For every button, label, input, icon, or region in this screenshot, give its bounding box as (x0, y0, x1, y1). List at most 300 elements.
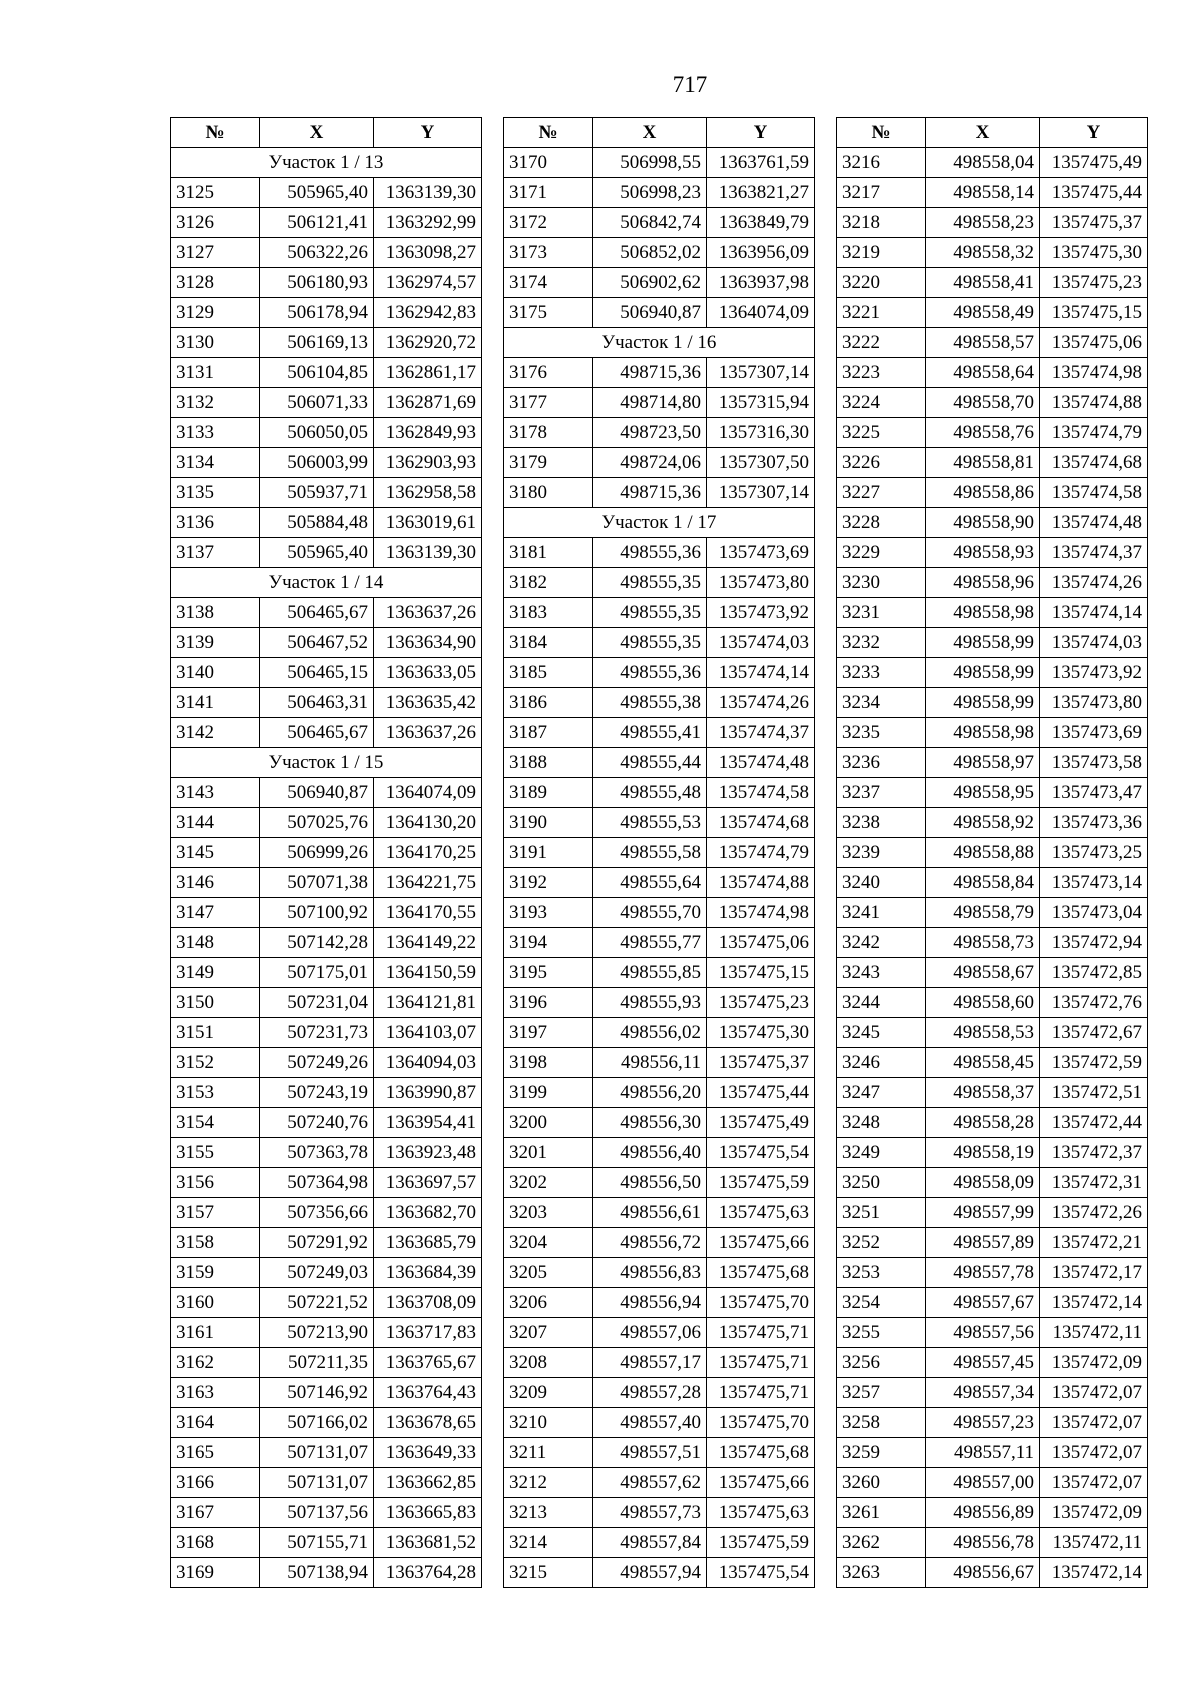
x-coordinate-cell: 507240,76 (260, 1108, 374, 1138)
coordinates-table-3 (836, 117, 1148, 1588)
table-row (837, 1198, 1148, 1228)
table-row (837, 868, 1148, 898)
y-coordinate-cell: 1357474,68 (707, 808, 815, 838)
y-coordinate-cell: 1363662,85 (374, 1468, 482, 1498)
y-coordinate-cell: 1357472,85 (1040, 958, 1148, 988)
y-coordinate-cell: 1363292,99 (374, 208, 482, 238)
point-number-cell: 3145 (171, 838, 260, 868)
table-row (504, 688, 815, 718)
y-coordinate-cell: 1364074,09 (374, 778, 482, 808)
y-coordinate-cell: 1357474,88 (707, 868, 815, 898)
table-row (171, 178, 482, 208)
point-number-cell: 3229 (837, 538, 926, 568)
point-number-cell: 3235 (837, 718, 926, 748)
x-coordinate-cell: 506003,99 (260, 448, 374, 478)
table-header-row (837, 118, 1148, 148)
x-coordinate-cell: 498558,88 (926, 838, 1040, 868)
point-number-cell: 3190 (504, 808, 593, 838)
point-number-cell: 3252 (837, 1228, 926, 1258)
y-coordinate-cell: 1362849,93 (374, 418, 482, 448)
point-number-cell: 3139 (171, 628, 260, 658)
table-row (504, 1168, 815, 1198)
point-number-cell: 3171 (504, 178, 593, 208)
table-row (171, 928, 482, 958)
y-coordinate-cell: 1357475,30 (707, 1018, 815, 1048)
table-row (837, 1048, 1148, 1078)
point-number-cell: 3215 (504, 1558, 593, 1588)
y-coordinate-cell: 1357475,70 (707, 1408, 815, 1438)
table-row (171, 328, 482, 358)
y-coordinate-cell: 1357474,79 (1040, 418, 1148, 448)
table-row (837, 418, 1148, 448)
point-number-cell: 3255 (837, 1318, 926, 1348)
table-row (171, 1048, 482, 1078)
x-coordinate-cell: 498558,09 (926, 1168, 1040, 1198)
y-coordinate-cell: 1357472,17 (1040, 1258, 1148, 1288)
point-number-cell: 3198 (504, 1048, 593, 1078)
table-row (837, 898, 1148, 928)
x-coordinate-cell: 506104,85 (260, 358, 374, 388)
point-number-cell: 3232 (837, 628, 926, 658)
y-coordinate-cell: 1357473,80 (1040, 688, 1148, 718)
page-number: 717 (672, 72, 708, 97)
y-coordinate-cell: 1357475,66 (707, 1468, 815, 1498)
point-number-cell: 3230 (837, 568, 926, 598)
x-coordinate-cell: 506998,55 (593, 148, 707, 178)
y-coordinate-cell: 1362974,57 (374, 268, 482, 298)
x-coordinate-cell: 498714,80 (593, 388, 707, 418)
y-coordinate-cell: 1363761,59 (707, 148, 815, 178)
x-coordinate-cell: 498556,89 (926, 1498, 1040, 1528)
table-row (504, 478, 815, 508)
y-coordinate-cell: 1364130,20 (374, 808, 482, 838)
y-coordinate-cell: 1357472,37 (1040, 1138, 1148, 1168)
table-row (171, 1228, 482, 1258)
y-coordinate-cell: 1357472,59 (1040, 1048, 1148, 1078)
table-row (171, 658, 482, 688)
point-number-cell: 3168 (171, 1528, 260, 1558)
y-coordinate-cell: 1363923,48 (374, 1138, 482, 1168)
x-coordinate-cell: 507291,92 (260, 1228, 374, 1258)
y-coordinate-cell: 1362903,93 (374, 448, 482, 478)
table-row (171, 628, 482, 658)
point-number-cell: 3137 (171, 538, 260, 568)
table-row (504, 238, 815, 268)
x-coordinate-cell: 498558,79 (926, 898, 1040, 928)
x-coordinate-cell: 506050,05 (260, 418, 374, 448)
x-coordinate-cell: 498555,48 (593, 778, 707, 808)
y-coordinate-cell: 1357475,44 (1040, 178, 1148, 208)
y-coordinate-cell: 1364170,55 (374, 898, 482, 928)
table-row (837, 988, 1148, 1018)
y-coordinate-cell: 1357475,71 (707, 1378, 815, 1408)
x-coordinate-cell: 507211,35 (260, 1348, 374, 1378)
point-number-cell: 3132 (171, 388, 260, 418)
x-coordinate-cell: 506121,41 (260, 208, 374, 238)
x-coordinate-cell: 498558,92 (926, 808, 1040, 838)
point-number-cell: 3246 (837, 1048, 926, 1078)
point-number-cell: 3242 (837, 928, 926, 958)
point-number-cell: 3141 (171, 688, 260, 718)
point-number-cell: 3197 (504, 1018, 593, 1048)
point-number-cell: 3157 (171, 1198, 260, 1228)
x-coordinate-cell: 506852,02 (593, 238, 707, 268)
x-coordinate-cell: 506465,15 (260, 658, 374, 688)
table-row (171, 1378, 482, 1408)
table-row (504, 448, 815, 478)
point-number-cell: 3176 (504, 358, 593, 388)
table-row (171, 508, 482, 538)
table-row (837, 1468, 1148, 1498)
table-row (837, 178, 1148, 208)
x-coordinate-cell: 506998,23 (593, 178, 707, 208)
x-coordinate-cell: 507213,90 (260, 1318, 374, 1348)
point-number-cell: 3245 (837, 1018, 926, 1048)
point-number-cell: 3205 (504, 1258, 593, 1288)
point-number-cell: 3131 (171, 358, 260, 388)
table-row (504, 268, 815, 298)
table-row (171, 1438, 482, 1468)
table-row (504, 1288, 815, 1318)
point-number-cell: 3238 (837, 808, 926, 838)
x-coordinate-cell: 498555,35 (593, 628, 707, 658)
x-coordinate-cell: 507249,26 (260, 1048, 374, 1078)
x-coordinate-cell: 506467,52 (260, 628, 374, 658)
x-coordinate-cell: 498555,35 (593, 568, 707, 598)
table-row (171, 268, 482, 298)
y-coordinate-cell: 1363990,87 (374, 1078, 482, 1108)
point-number-cell: 3186 (504, 688, 593, 718)
point-number-cell: 3140 (171, 658, 260, 688)
x-coordinate-cell: 507363,78 (260, 1138, 374, 1168)
x-coordinate-cell: 498558,37 (926, 1078, 1040, 1108)
y-coordinate-cell: 1357473,47 (1040, 778, 1148, 808)
y-coordinate-cell: 1357475,06 (1040, 328, 1148, 358)
point-number-cell: 3165 (171, 1438, 260, 1468)
table-row (837, 478, 1148, 508)
table-row (504, 958, 815, 988)
column-header-number: № (504, 118, 593, 148)
y-coordinate-cell: 1363937,98 (707, 268, 815, 298)
table-row (837, 1288, 1148, 1318)
x-coordinate-cell: 505937,71 (260, 478, 374, 508)
point-number-cell: 3259 (837, 1438, 926, 1468)
y-coordinate-cell: 1357307,14 (707, 478, 815, 508)
column-header-number: № (837, 118, 926, 148)
x-coordinate-cell: 498558,99 (926, 628, 1040, 658)
x-coordinate-cell: 498557,94 (593, 1558, 707, 1588)
point-number-cell: 3239 (837, 838, 926, 868)
x-coordinate-cell: 507100,92 (260, 898, 374, 928)
table-row (171, 1138, 482, 1168)
section-row (171, 748, 482, 778)
y-coordinate-cell: 1363685,79 (374, 1228, 482, 1258)
y-coordinate-cell: 1357472,26 (1040, 1198, 1148, 1228)
point-number-cell: 3130 (171, 328, 260, 358)
table-row (837, 1408, 1148, 1438)
x-coordinate-cell: 507155,71 (260, 1528, 374, 1558)
x-coordinate-cell: 507131,07 (260, 1438, 374, 1468)
table-row (837, 238, 1148, 268)
x-coordinate-cell: 498558,93 (926, 538, 1040, 568)
point-number-cell: 3185 (504, 658, 593, 688)
x-coordinate-cell: 498555,35 (593, 598, 707, 628)
point-number-cell: 3134 (171, 448, 260, 478)
x-coordinate-cell: 507364,98 (260, 1168, 374, 1198)
y-coordinate-cell: 1357307,50 (707, 448, 815, 478)
y-coordinate-cell: 1357474,98 (707, 898, 815, 928)
point-number-cell: 3156 (171, 1168, 260, 1198)
table-row (504, 358, 815, 388)
table-row (837, 268, 1148, 298)
column-header-x: X (260, 118, 374, 148)
point-number-cell: 3195 (504, 958, 593, 988)
x-coordinate-cell: 498555,70 (593, 898, 707, 928)
x-coordinate-cell: 498557,11 (926, 1438, 1040, 1468)
table-row (171, 688, 482, 718)
point-number-cell: 3187 (504, 718, 593, 748)
x-coordinate-cell: 498715,36 (593, 478, 707, 508)
x-coordinate-cell: 498558,60 (926, 988, 1040, 1018)
table-row (504, 718, 815, 748)
point-number-cell: 3257 (837, 1378, 926, 1408)
table-row (504, 778, 815, 808)
y-coordinate-cell: 1357475,30 (1040, 238, 1148, 268)
x-coordinate-cell: 498557,00 (926, 1468, 1040, 1498)
x-coordinate-cell: 498558,32 (926, 238, 1040, 268)
point-number-cell: 3160 (171, 1288, 260, 1318)
section-title: Участок 1 / 14 (171, 568, 482, 598)
y-coordinate-cell: 1363678,65 (374, 1408, 482, 1438)
point-number-cell: 3166 (171, 1468, 260, 1498)
y-coordinate-cell: 1363765,67 (374, 1348, 482, 1378)
point-number-cell: 3213 (504, 1498, 593, 1528)
point-number-cell: 3203 (504, 1198, 593, 1228)
point-number-cell: 3207 (504, 1318, 593, 1348)
point-number-cell: 3214 (504, 1528, 593, 1558)
y-coordinate-cell: 1357475,59 (707, 1168, 815, 1198)
x-coordinate-cell: 498557,89 (926, 1228, 1040, 1258)
table-row (837, 1258, 1148, 1288)
y-coordinate-cell: 1357473,25 (1040, 838, 1148, 868)
x-coordinate-cell: 498557,67 (926, 1288, 1040, 1318)
x-coordinate-cell: 498555,36 (593, 538, 707, 568)
point-number-cell: 3180 (504, 478, 593, 508)
section-title: Участок 1 / 15 (171, 748, 482, 778)
table-row (171, 868, 482, 898)
x-coordinate-cell: 498558,98 (926, 598, 1040, 628)
section-row (504, 328, 815, 358)
point-number-cell: 3233 (837, 658, 926, 688)
y-coordinate-cell: 1357472,67 (1040, 1018, 1148, 1048)
point-number-cell: 3146 (171, 868, 260, 898)
y-coordinate-cell: 1357472,94 (1040, 928, 1148, 958)
point-number-cell: 3188 (504, 748, 593, 778)
x-coordinate-cell: 498557,73 (593, 1498, 707, 1528)
table-row (837, 1528, 1148, 1558)
table-row (171, 1018, 482, 1048)
y-coordinate-cell: 1357475,54 (707, 1558, 815, 1588)
table-row (837, 1108, 1148, 1138)
y-coordinate-cell: 1364221,75 (374, 868, 482, 898)
table-row (171, 1078, 482, 1108)
x-coordinate-cell: 498558,04 (926, 148, 1040, 178)
table-row (837, 928, 1148, 958)
x-coordinate-cell: 507243,19 (260, 1078, 374, 1108)
point-number-cell: 3136 (171, 508, 260, 538)
x-coordinate-cell: 507249,03 (260, 1258, 374, 1288)
x-coordinate-cell: 498555,93 (593, 988, 707, 1018)
point-number-cell: 3201 (504, 1138, 593, 1168)
table-row (837, 538, 1148, 568)
y-coordinate-cell: 1357472,09 (1040, 1498, 1148, 1528)
y-coordinate-cell: 1357474,26 (1040, 568, 1148, 598)
table-row (504, 598, 815, 628)
point-number-cell: 3256 (837, 1348, 926, 1378)
point-number-cell: 3152 (171, 1048, 260, 1078)
table-row (837, 388, 1148, 418)
x-coordinate-cell: 498556,20 (593, 1078, 707, 1108)
x-coordinate-cell: 498558,57 (926, 328, 1040, 358)
table-row (504, 148, 815, 178)
x-coordinate-cell: 507025,76 (260, 808, 374, 838)
table-row (171, 1558, 482, 1588)
table-header-row (171, 118, 482, 148)
point-number-cell: 3223 (837, 358, 926, 388)
x-coordinate-cell: 506169,13 (260, 328, 374, 358)
column-header-x: X (593, 118, 707, 148)
table-row (171, 238, 482, 268)
table-row (171, 208, 482, 238)
x-coordinate-cell: 498555,64 (593, 868, 707, 898)
table-row (504, 1318, 815, 1348)
point-number-cell: 3219 (837, 238, 926, 268)
point-number-cell: 3224 (837, 388, 926, 418)
y-coordinate-cell: 1357474,88 (1040, 388, 1148, 418)
x-coordinate-cell: 498557,28 (593, 1378, 707, 1408)
table-row (837, 448, 1148, 478)
table-row (837, 688, 1148, 718)
x-coordinate-cell: 498715,36 (593, 358, 707, 388)
point-number-cell: 3170 (504, 148, 593, 178)
point-number-cell: 3218 (837, 208, 926, 238)
x-coordinate-cell: 498558,99 (926, 658, 1040, 688)
x-coordinate-cell: 498557,45 (926, 1348, 1040, 1378)
x-coordinate-cell: 498558,14 (926, 178, 1040, 208)
y-coordinate-cell: 1363649,33 (374, 1438, 482, 1468)
table-row (504, 568, 815, 598)
point-number-cell: 3211 (504, 1438, 593, 1468)
point-number-cell: 3244 (837, 988, 926, 1018)
x-coordinate-cell: 507138,94 (260, 1558, 374, 1588)
x-coordinate-cell: 506902,62 (593, 268, 707, 298)
point-number-cell: 3169 (171, 1558, 260, 1588)
y-coordinate-cell: 1363954,41 (374, 1108, 482, 1138)
x-coordinate-cell: 498557,06 (593, 1318, 707, 1348)
x-coordinate-cell: 498558,73 (926, 928, 1040, 958)
table-row (171, 1258, 482, 1288)
point-number-cell: 3200 (504, 1108, 593, 1138)
y-coordinate-cell: 1363708,09 (374, 1288, 482, 1318)
y-coordinate-cell: 1364074,09 (707, 298, 815, 328)
point-number-cell: 3237 (837, 778, 926, 808)
x-coordinate-cell: 498555,53 (593, 808, 707, 838)
x-coordinate-cell: 506322,26 (260, 238, 374, 268)
x-coordinate-cell: 506178,94 (260, 298, 374, 328)
point-number-cell: 3196 (504, 988, 593, 1018)
x-coordinate-cell: 498555,77 (593, 928, 707, 958)
x-coordinate-cell: 505884,48 (260, 508, 374, 538)
y-coordinate-cell: 1362871,69 (374, 388, 482, 418)
y-coordinate-cell: 1363665,83 (374, 1498, 482, 1528)
table-row (504, 1108, 815, 1138)
table-row (171, 1468, 482, 1498)
point-number-cell: 3142 (171, 718, 260, 748)
y-coordinate-cell: 1363849,79 (707, 208, 815, 238)
x-coordinate-cell: 498557,62 (593, 1468, 707, 1498)
table-row (171, 838, 482, 868)
point-number-cell: 3247 (837, 1078, 926, 1108)
point-number-cell: 3250 (837, 1168, 926, 1198)
table-row (837, 1318, 1148, 1348)
point-number-cell: 3189 (504, 778, 593, 808)
table-row (837, 838, 1148, 868)
table-row (837, 658, 1148, 688)
table-row (504, 838, 815, 868)
table-row (171, 1408, 482, 1438)
y-coordinate-cell: 1357475,70 (707, 1288, 815, 1318)
table-row (837, 748, 1148, 778)
y-coordinate-cell: 1363098,27 (374, 238, 482, 268)
point-number-cell: 3128 (171, 268, 260, 298)
x-coordinate-cell: 506999,26 (260, 838, 374, 868)
table-row (504, 538, 815, 568)
x-coordinate-cell: 498558,97 (926, 748, 1040, 778)
table-row (504, 898, 815, 928)
x-coordinate-cell: 498556,67 (926, 1558, 1040, 1588)
y-coordinate-cell: 1357475,66 (707, 1228, 815, 1258)
point-number-cell: 3222 (837, 328, 926, 358)
table-row (837, 1438, 1148, 1468)
y-coordinate-cell: 1357474,79 (707, 838, 815, 868)
x-coordinate-cell: 498557,99 (926, 1198, 1040, 1228)
point-number-cell: 3162 (171, 1348, 260, 1378)
table-row (504, 418, 815, 448)
x-coordinate-cell: 506180,93 (260, 268, 374, 298)
point-number-cell: 3154 (171, 1108, 260, 1138)
point-number-cell: 3216 (837, 148, 926, 178)
x-coordinate-cell: 507146,92 (260, 1378, 374, 1408)
point-number-cell: 3167 (171, 1498, 260, 1528)
y-coordinate-cell: 1363634,90 (374, 628, 482, 658)
y-coordinate-cell: 1357472,76 (1040, 988, 1148, 1018)
y-coordinate-cell: 1362942,83 (374, 298, 482, 328)
table-row (504, 1378, 815, 1408)
point-number-cell: 3173 (504, 238, 593, 268)
table-row (171, 718, 482, 748)
y-coordinate-cell: 1362920,72 (374, 328, 482, 358)
y-coordinate-cell: 1357472,14 (1040, 1558, 1148, 1588)
point-number-cell: 3129 (171, 298, 260, 328)
y-coordinate-cell: 1364150,59 (374, 958, 482, 988)
table-row (837, 1138, 1148, 1168)
y-coordinate-cell: 1357475,15 (707, 958, 815, 988)
coordinates-table-1 (170, 117, 482, 1588)
y-coordinate-cell: 1357472,21 (1040, 1228, 1148, 1258)
x-coordinate-cell: 507175,01 (260, 958, 374, 988)
point-number-cell: 3127 (171, 238, 260, 268)
x-coordinate-cell: 498558,84 (926, 868, 1040, 898)
